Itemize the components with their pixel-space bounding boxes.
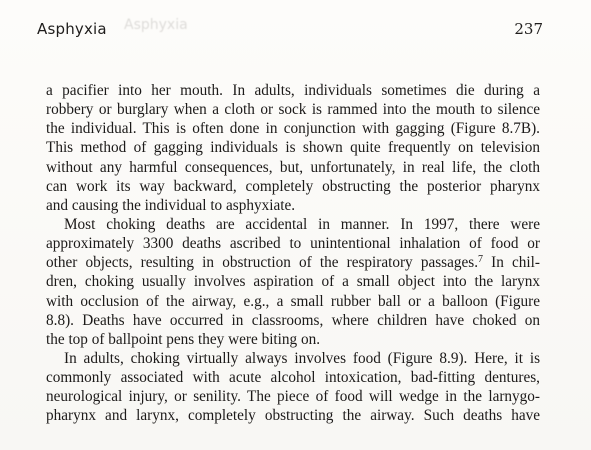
text-line-content: with occlusion of the airway, e.g., a small rubber ball or a balloon (Figure	[46, 292, 540, 310]
text-line-content: pharynx and larynx, completely obstructing the airway. Such deaths have	[46, 407, 540, 425]
text-line	[46, 215, 540, 234]
footnote-reference: 7	[478, 254, 484, 266]
text-line-content: neurological injury, or senility. The piece of food will wedge in the larnygo-	[46, 388, 540, 406]
text-line	[46, 138, 540, 157]
text-line	[46, 406, 540, 425]
text-line	[46, 330, 540, 349]
text-line-content: In adults, choking virtually always involves food (Figure 8.9). Here, it is	[64, 349, 540, 367]
text-line	[46, 81, 540, 100]
text-line-content: robbery or burglary when a cloth or sock is rammed into the mouth to silence	[46, 101, 540, 119]
text-line	[46, 119, 540, 138]
text-line	[46, 100, 540, 119]
body-text	[46, 81, 540, 426]
text-line-content: dren, choking usually involves aspiration of a small object into the larynx	[46, 273, 540, 291]
running-head: Asphyxia	[37, 20, 107, 38]
text-line-content: approximately 3300 deaths ascribed to unintentional inhalation of food or	[46, 235, 540, 253]
text-line-content: commonly associated with acute alcohol intoxication, bad-fitting dentures,	[46, 369, 540, 387]
text-line	[46, 158, 540, 177]
show-through-text: Asphyxia	[124, 17, 188, 33]
text-line-content: a pacifier into her mouth. In adults, individuals sometimes die during a	[46, 82, 540, 99]
text-line	[46, 234, 540, 253]
page-number: 237	[514, 20, 543, 38]
text-line	[46, 292, 540, 311]
text-line-content: Most choking deaths are accidental in manner. In 1997, there were	[64, 215, 540, 233]
text-line-continuation: In chil-	[483, 254, 540, 272]
text-line-content: without any harmful consequences, but, unfortunately, in real life, the cloth	[46, 158, 540, 176]
text-line-content: can work its way backward, completely obstructing the posterior pharynx	[46, 177, 540, 195]
text-line	[46, 387, 540, 406]
text-line	[46, 368, 540, 387]
text-line-content: other objects, resulting in obstruction of the respiratory passages.	[46, 254, 479, 272]
text-line-content: and causing the individual to asphyxiate.	[46, 196, 296, 214]
text-line	[46, 177, 540, 196]
text-line-content: the individual. This is often done in conjunction with gagging (Figure 8.7B).	[46, 120, 540, 138]
text-line-content: This method of gagging individuals is shown quite frequently on television	[46, 139, 540, 157]
text-line-content: the top of ballpoint pens they were biting on.	[46, 330, 321, 348]
text-line	[46, 349, 540, 368]
text-line	[46, 272, 540, 291]
text-line	[46, 196, 540, 215]
text-line	[46, 253, 540, 272]
text-line	[46, 311, 540, 330]
text-line-content: 8.8). Deaths have occurred in classrooms, where children have choked on	[46, 311, 540, 329]
